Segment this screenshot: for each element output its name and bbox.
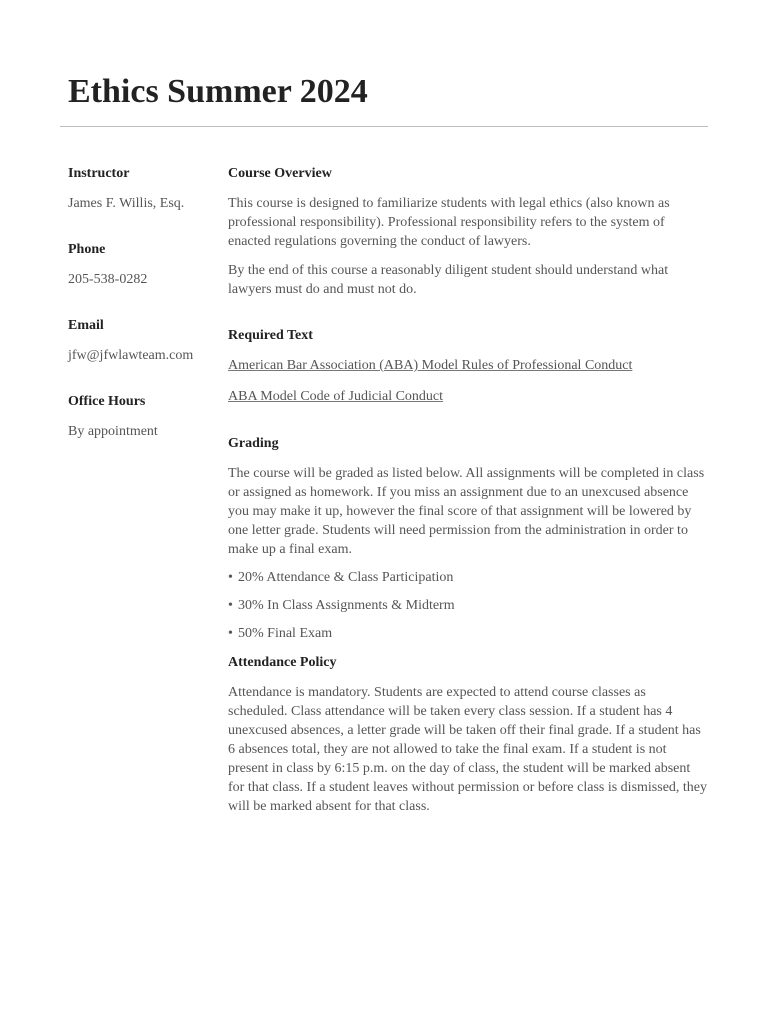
email-label: Email	[68, 318, 104, 333]
title-divider	[60, 126, 708, 127]
aba-model-rules-link[interactable]: American Bar Association (ABA) Model Rules of Professional Conduct	[228, 358, 633, 373]
contact-sidebar	[68, 164, 218, 468]
grading-section	[228, 434, 708, 642]
course-overview-paragraph: By the end of this course a reasonably diligent student should understand what lawyers must do and must not do.	[228, 263, 669, 297]
phone-value: 205-538-0282	[68, 272, 148, 287]
attendance-heading: Attendance Policy	[228, 655, 337, 670]
office-hours-value: By appointment	[68, 424, 158, 439]
course-overview-paragraph: This course is designed to familiarize students with legal ethics (also known as professional responsibility). Professional responsibility refers to the system of enacted regulations governing the conduct of lawyers.	[228, 196, 670, 249]
grading-item: • 20% Attendance & Class Participation	[228, 569, 468, 586]
required-text-heading: Required Text	[228, 328, 313, 343]
grading-item: • 30% In Class Assignments & Midterm	[228, 597, 468, 614]
course-overview-heading: Course Overview	[228, 166, 332, 181]
grading-heading: Grading	[228, 436, 279, 451]
grading-paragraph: The course will be graded as listed below. All assignments will be completed in class or assigned as homework. If you miss an assignment due to an unexcused absence you may make it up, however the final score of that assignment will be lowered by one letter grade. Students will need permission from the administration in order to make up a final exam.	[228, 466, 705, 557]
aba-judicial-conduct-link[interactable]: ABA Model Code of Judicial Conduct	[228, 389, 444, 404]
required-text-section	[228, 326, 708, 407]
course-overview-section	[228, 164, 708, 299]
instructor-block	[68, 164, 218, 240]
instructor-value: James F. Willis, Esq.	[68, 196, 185, 211]
phone-block	[68, 240, 218, 316]
grading-item: • 50% Final Exam	[228, 625, 468, 642]
email-value: jfw@jfwlawteam.com	[68, 348, 194, 363]
attendance-paragraph: Attendance is mandatory. Students are expected to attend course classes as scheduled. Class attendance will be taken every class session. If a student has 4 unexcused absences, a letter grade will be taken off their final grade. If a student has 6 absences total, they are not allowed to take the final exam. If a student is not present in class by 6:15 p.m. on the day of class, the student will be marked absent for that class. If a student leaves without permission or before class is dismissed, they will be marked absent for that class.	[228, 685, 708, 814]
main-content	[228, 164, 708, 816]
phone-label: Phone	[68, 242, 106, 257]
attendance-section	[228, 653, 708, 816]
instructor-label: Instructor	[68, 166, 130, 181]
office-hours-label: Office Hours	[68, 394, 146, 409]
email-block	[68, 316, 218, 392]
office-hours-block	[68, 392, 218, 468]
grading-list	[228, 569, 468, 642]
page-title: Ethics Summer 2024	[68, 73, 368, 110]
